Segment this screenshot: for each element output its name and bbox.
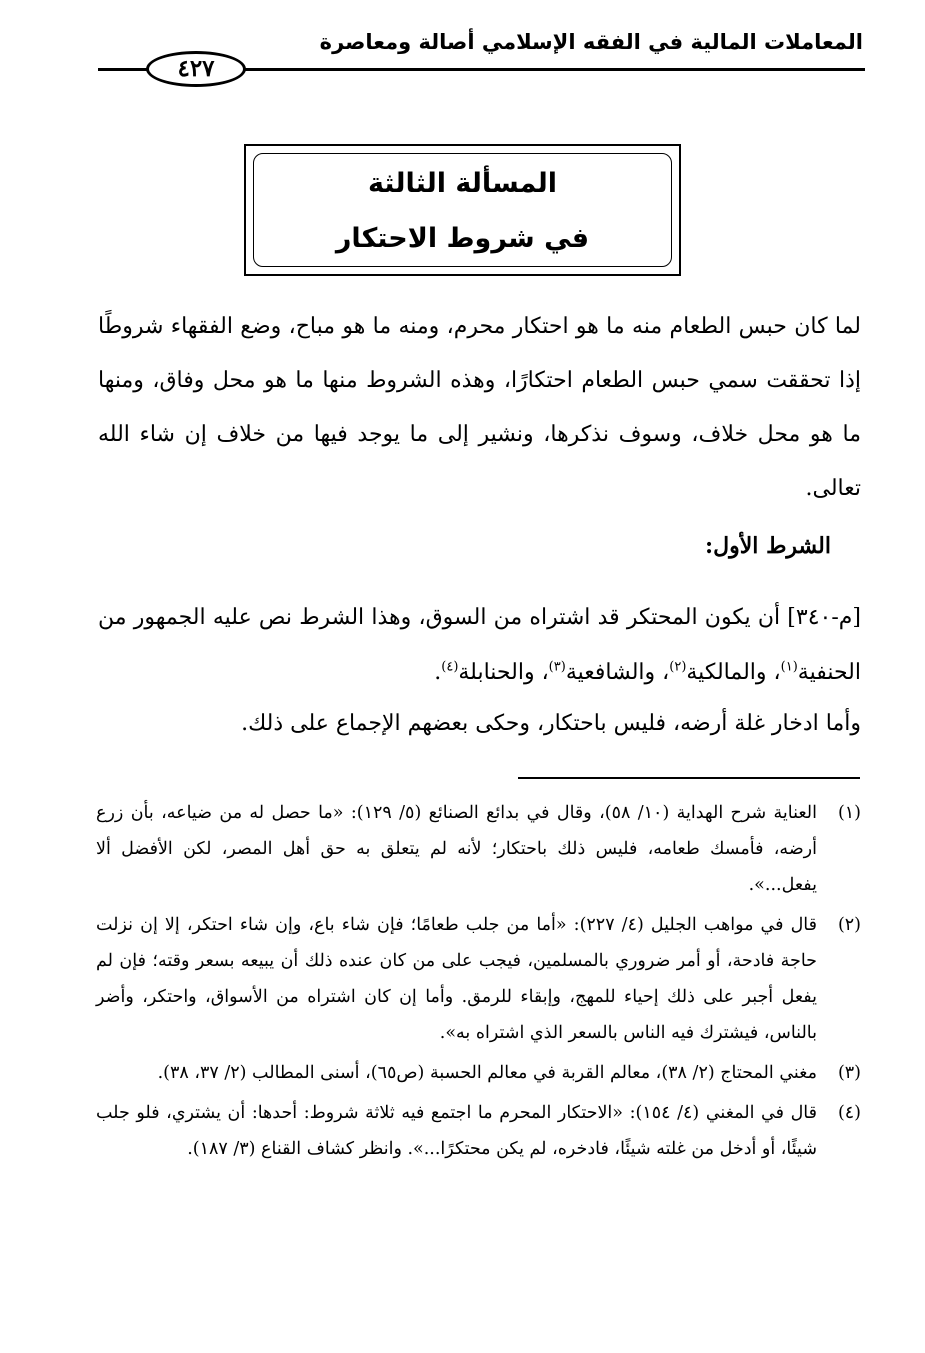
footnote-text: قال في المغني (٤/ ١٥٤): «الاحتكار المحرم ما اجتمع فيه ثلاثة شروط: أحدها: أن يشتري، فلو جلب شيئًا، أو أدخل من غلته شيئًا، فادخره، لم يكن محتكرًا...». وانظر كشاف القناع (٣/ ١٨٧). (96, 1103, 817, 1159)
intro-paragraph: لما كان حبس الطعام منه ما هو احتكار محرم، ومنه ما هو مباح، وضع الفقهاء شروطًا إذا تحققت سمي حبس الطعام احتكارًا، وهذه الشروط منها ما هو محل وفاق، ومنها ما هو محل خلاف، وسوف نذكرها، ونشير إلى ما يوجد فيها من خلاف إن شاء الله تعالى. (98, 314, 861, 501)
footnote-ref-4[interactable]: (٤) (441, 659, 459, 675)
footnote (96, 1055, 861, 1091)
condition-text: ، والحنابلة (458, 660, 549, 685)
footnote-number: (٣) (837, 1063, 861, 1083)
condition-paragraph (98, 590, 861, 700)
running-head-title: المعاملات المالية في الفقه الإسلامي أصالة ومعاصرة (319, 30, 863, 54)
footnote-number: (٢) (837, 915, 861, 935)
footnote-text: مغني المحتاج (٢/ ٣٨)، معالم القربة في معالم الحسبة (ص٦٥)، أسنى المطالب (٢/ ٣٧، ٣٨). (157, 1063, 817, 1083)
header-rule (245, 68, 865, 71)
condition-heading: الشرط الأول: (705, 533, 831, 559)
footnote-text: العناية شرح الهداية (١٠/ ٥٨)، وقال في بدائع الصنائع (٥/ ١٢٩): «ما حصل له من ضياعه، بأن زرع أرضه، فأمسك طعامه، فليس ذلك باحتكار؛ لأنه لم يتعلق به حق أهل المصر، لكن الأفضل ألا يفعل...». (96, 803, 818, 895)
condition-text: . (434, 660, 442, 685)
condition-text: [م-٣٤٠] أن يكون المحتكر قد اشتراه من السوق، وهذا الشرط نص عليه الجمهور من الحنفية (98, 605, 861, 685)
footnote-ref-3[interactable]: (٣) (548, 659, 566, 675)
footnote-ref-2[interactable]: (٢) (669, 659, 687, 675)
footnote-number: (٤) (837, 1103, 861, 1123)
header-rule (98, 68, 148, 71)
section-title-line-2: في شروط الاحتكار (335, 223, 590, 254)
footnote (96, 907, 861, 1051)
condition-text: ، والشافعية (565, 660, 670, 685)
footnote (96, 1095, 861, 1167)
section-title-line-1: المسألة الثالثة (367, 168, 558, 199)
footnote-number: (١) (837, 803, 861, 823)
footnote (96, 795, 861, 903)
second-paragraph: وأما ادخار غلة أرضه، فليس باحتكار، وحكى بعضهم الإجماع على ذلك. (241, 711, 861, 736)
footnote-separator (518, 777, 860, 779)
condition-text: ، والمالكية (686, 660, 781, 685)
footnote-text: قال في مواهب الجليل (٤/ ٢٢٧): «أما من جلب طعامًا؛ فإن شاء باع، وإن شاء احتكر، إلا إن نزلت حاجة فادحة، أو أمر ضروري بالمسلمين، فيجب على من كان عنده ذلك أن يبيعه بسعر وقته؛ فإن لم يفعل أجبر على ذلك إحياء للمهج، وإبقاء للرمق. وأما إن كان اشتراه من الأسواق، واحتكر، وأضر بالناس، فيشترك فيه الناس بالسعر الذي اشتراه به». (96, 915, 817, 1043)
footnote-ref-1[interactable]: (١) (780, 659, 798, 675)
footnotes (96, 795, 861, 1171)
section-title-frame (244, 144, 681, 276)
page-number: ٤٢٧ (146, 51, 246, 87)
